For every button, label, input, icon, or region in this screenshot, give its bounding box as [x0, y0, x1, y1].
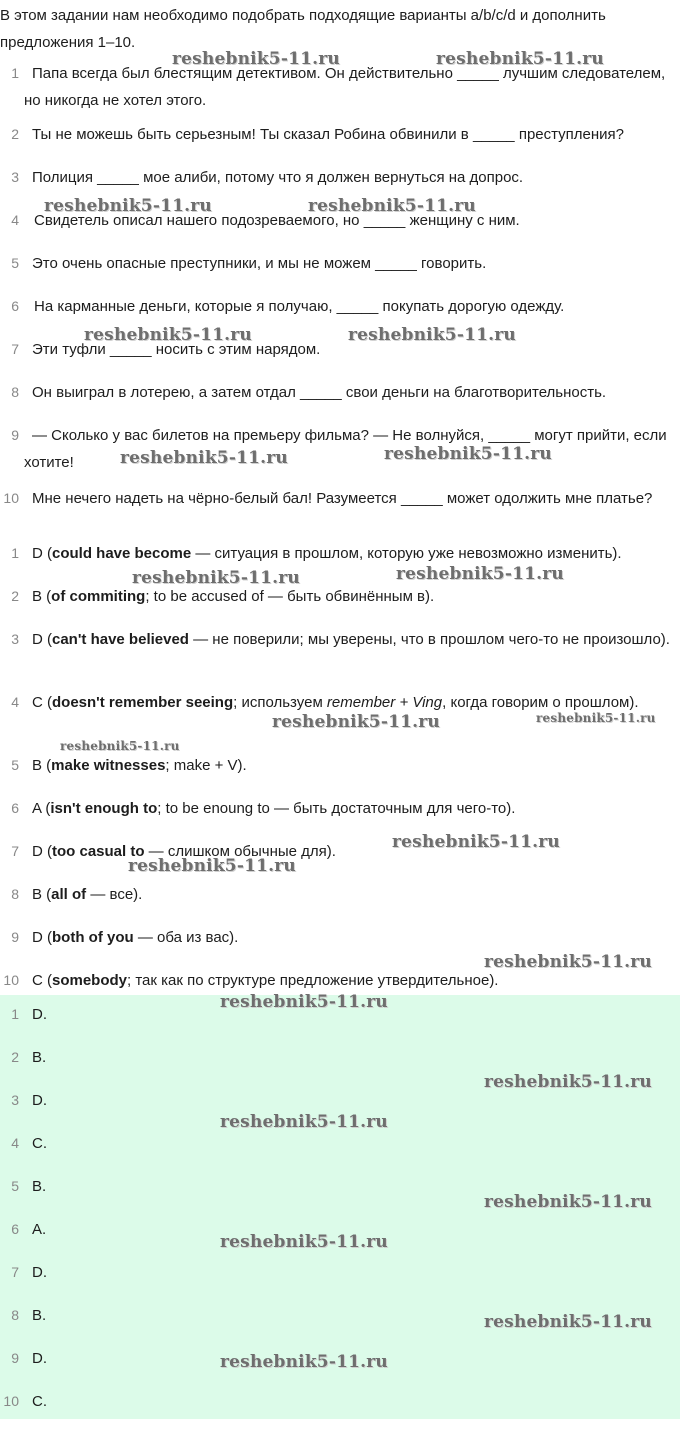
answer-item — [0, 1130, 672, 1157]
watermark: reshebnik5-11.ru — [348, 325, 516, 345]
item-number: 7 — [11, 1264, 19, 1280]
item-number: 4 — [11, 212, 19, 228]
answer-text: B. — [32, 1307, 47, 1324]
item-number: 8 — [11, 1307, 19, 1323]
answer-phrase: make witnesses — [51, 757, 166, 774]
explanation-item — [0, 583, 672, 610]
watermark: reshebnik5-11.ru — [484, 1312, 652, 1332]
explanation-item — [0, 795, 672, 822]
answer-letter: C ( — [32, 694, 52, 711]
answer-note: — все). — [86, 886, 143, 903]
question-item — [0, 250, 672, 277]
answer-note: ; to be enoung to — быть достаточным для чего-то). — [157, 800, 516, 817]
watermark: reshebnik5-11.ru — [128, 856, 296, 876]
answer-note: ; to be accused of — быть обвинённым в). — [145, 588, 435, 605]
watermark: reshebnik5-11.ru — [120, 448, 288, 468]
item-number: 2 — [11, 126, 19, 142]
explanation-text — [24, 626, 672, 653]
answer-note: — слишком обычные для). — [144, 843, 336, 860]
answer-letter: D ( — [32, 545, 52, 562]
answer-phrase: too casual to — [52, 843, 145, 860]
item-number: 5 — [11, 255, 19, 271]
answer-phrase: can't have believed — [52, 631, 189, 648]
question-text: Папа всегда был блестящим детективом. Он действительно _____ лучшим следователем, но никогда не хотел этого. — [24, 65, 666, 109]
item-number: 6 — [11, 800, 19, 816]
item-number: 10 — [3, 1393, 19, 1409]
answer-letter: D ( — [32, 929, 52, 946]
watermark: reshebnik5-11.ru — [396, 564, 564, 584]
explanation-text — [24, 795, 672, 822]
question-text: — Сколько у вас билетов на премьеру фильма? — Не волнуйся, _____ могут прийти, если хотите! — [24, 427, 667, 471]
explanation-text — [24, 924, 672, 951]
explanation-item — [0, 924, 672, 951]
answer-phrase: somebody — [52, 972, 128, 989]
answer-text: C. — [32, 1135, 47, 1152]
question-text: Это очень опасные преступники, и мы не можем _____ говорить. — [32, 255, 487, 272]
watermark: reshebnik5-11.ru — [384, 444, 552, 464]
answer-letter: B ( — [32, 886, 52, 903]
item-number: 1 — [11, 65, 19, 81]
item-number: 8 — [11, 886, 19, 902]
answer-note: ; make + V). — [165, 757, 247, 774]
answer-letter: B ( — [32, 757, 52, 774]
question-item — [0, 379, 672, 406]
item-number: 1 — [11, 1006, 19, 1022]
watermark: reshebnik5-11.ru — [484, 1192, 652, 1212]
answer-phrase: doesn't remember seeing — [52, 694, 234, 711]
item-number: 5 — [11, 757, 19, 773]
item-number: 6 — [11, 298, 19, 314]
answer-letter: A ( — [32, 800, 51, 817]
item-number: 8 — [11, 384, 19, 400]
answer-phrase: isn't enough to — [50, 800, 158, 817]
question-text: Ты не можешь быть серьезным! Ты сказал Робина обвинили в _____ преступления? — [32, 126, 625, 143]
explanation-text — [24, 540, 672, 567]
answer-phrase: of commiting — [51, 588, 146, 605]
watermark: reshebnik5-11.ru — [220, 992, 388, 1012]
watermark: reshebnik5-11.ru — [44, 196, 212, 216]
watermark: reshebnik5-11.ru — [132, 568, 300, 588]
explanation-text — [24, 881, 672, 908]
explanation-item — [0, 881, 672, 908]
question-text: На карманные деньги, которые я получаю, _____ покупать дорогую одежду. — [34, 298, 565, 315]
answer-text: B. — [32, 1049, 47, 1066]
item-number: 4 — [11, 1135, 19, 1151]
answer-letter: B ( — [32, 588, 52, 605]
answer-note: ; так как по структуре предложение утвердительное). — [127, 972, 499, 989]
answer-note: — ситуация в прошлом, которую уже невозможно изменить). — [191, 545, 622, 562]
answer-text: D. — [32, 1092, 47, 1109]
item-number: 2 — [11, 1049, 19, 1065]
answer-phrase: all of — [51, 886, 87, 903]
answer-note-end: , когда говорим о прошлом). — [442, 694, 639, 711]
answer-item — [0, 1044, 672, 1071]
answer-text: D. — [32, 1350, 47, 1367]
item-number: 5 — [11, 1178, 19, 1194]
watermark: reshebnik5-11.ru — [392, 832, 560, 852]
item-number: 6 — [11, 1221, 19, 1237]
question-text: Полиция _____ мое алиби, потому что я должен вернуться на допрос. — [32, 169, 524, 186]
explanation-item — [0, 626, 672, 653]
question-text: Мне нечего надеть на чёрно-белый бал! Разумеется _____ может одолжить мне платье? — [32, 490, 653, 507]
question-item — [0, 121, 672, 148]
item-number: 7 — [11, 843, 19, 859]
item-number: 9 — [11, 929, 19, 945]
answer-letter: C ( — [32, 972, 52, 989]
item-number: 10 — [3, 490, 19, 506]
answer-letter: D ( — [32, 631, 52, 648]
item-number: 1 — [11, 545, 19, 561]
watermark: reshebnik5-11.ru — [84, 325, 252, 345]
watermark: reshebnik5-11.ru — [272, 712, 440, 732]
question-text: Эти туфли _____ носить с этим нарядом. — [32, 341, 321, 358]
watermark: reshebnik5-11.ru — [220, 1112, 388, 1132]
answer-letter: D ( — [32, 843, 52, 860]
answer-text: D. — [32, 1264, 47, 1281]
answer-phrase: both of you — [52, 929, 134, 946]
explanation-item — [0, 752, 672, 779]
answer-note: ; используем — [233, 694, 327, 711]
item-number: 9 — [11, 427, 19, 443]
item-number: 3 — [11, 169, 19, 185]
item-number: 7 — [11, 341, 19, 357]
item-number: 3 — [11, 631, 19, 647]
answer-item — [0, 1259, 672, 1286]
explanation-text — [24, 583, 672, 610]
answer-formula: remember + Ving — [326, 694, 443, 711]
explanation-item — [0, 540, 672, 567]
watermark: reshebnik5-11.ru — [220, 1232, 388, 1252]
question-item — [0, 485, 672, 512]
item-number: 4 — [11, 694, 19, 710]
question-text: Он выиграл в лотерею, а затем отдал _____ свои деньги на благотворительность. — [32, 384, 607, 401]
watermark: reshebnik5-11.ru — [484, 1072, 652, 1092]
answer-note: — не поверили; мы уверены, что в прошлом чего-то не произошло). — [188, 631, 670, 648]
watermark: reshebnik5-11.ru — [436, 49, 604, 69]
intro-text: В этом задании нам необходимо подобрать подходящие варианты a/b/c/d и дополнить предложения 1–10. — [0, 7, 606, 51]
answer-text: C. — [32, 1393, 47, 1410]
watermark: reshebnik5-11.ru — [60, 739, 180, 753]
answer-phrase: could have become — [52, 545, 192, 562]
answer-note: — оба из вас). — [133, 929, 239, 946]
question-item — [0, 164, 672, 191]
explanation-text — [24, 752, 672, 779]
question-item — [0, 422, 672, 476]
question-text: Свидетель описал нашего подозреваемого, но _____ женщину с ним. — [34, 212, 520, 229]
watermark: reshebnik5-11.ru — [536, 711, 656, 725]
answer-text: B. — [32, 1178, 47, 1195]
item-number: 10 — [3, 972, 19, 988]
explanation-item — [0, 838, 672, 865]
answer-item — [0, 1388, 672, 1415]
question-item — [0, 293, 672, 320]
watermark: reshebnik5-11.ru — [220, 1352, 388, 1372]
watermark: reshebnik5-11.ru — [172, 49, 340, 69]
answer-text: A. — [32, 1221, 47, 1238]
watermark: reshebnik5-11.ru — [484, 952, 652, 972]
item-number: 9 — [11, 1350, 19, 1366]
explanation-text — [24, 838, 672, 865]
item-number: 3 — [11, 1092, 19, 1108]
watermark: reshebnik5-11.ru — [308, 196, 476, 216]
item-number: 2 — [11, 588, 19, 604]
answer-text: D. — [32, 1006, 47, 1023]
